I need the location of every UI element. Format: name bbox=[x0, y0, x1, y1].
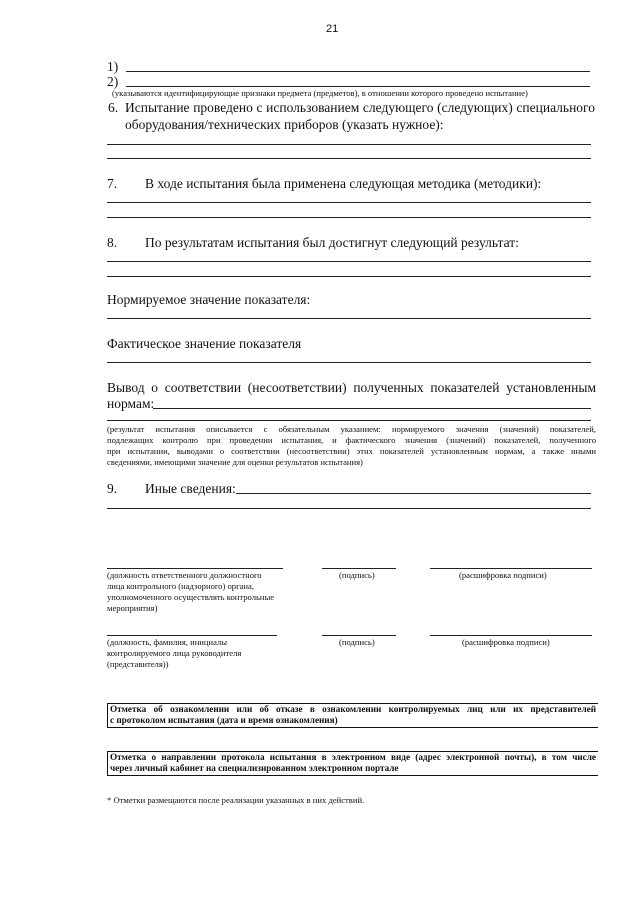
sec8-number: 8. bbox=[107, 235, 118, 250]
signature2-line[interactable] bbox=[322, 635, 396, 636]
decode1-line[interactable] bbox=[430, 568, 592, 569]
acquaintance-mark-box bbox=[107, 703, 598, 728]
sec6-field-1[interactable] bbox=[107, 144, 591, 145]
item-2-label: 2) bbox=[107, 74, 119, 89]
sending-mark-box bbox=[107, 751, 598, 776]
official-position-line[interactable] bbox=[107, 568, 283, 569]
signature2-caption: (подпись) bbox=[339, 637, 375, 647]
sec9-text: Иные сведения: bbox=[145, 481, 236, 496]
decode1-caption: (расшифровка подписи) bbox=[459, 570, 547, 580]
sec9-number: 9. bbox=[107, 481, 118, 496]
item-1-label: 1) bbox=[107, 59, 119, 74]
signature1-caption: (подпись) bbox=[339, 570, 375, 580]
sec6-line2: оборудования/технических приборов (указать нужное): bbox=[125, 117, 444, 132]
item-2-field[interactable] bbox=[126, 86, 590, 87]
controlled-person-line[interactable] bbox=[107, 635, 277, 636]
footnote: * Отметки размещаются после реализации указанных в них действий. bbox=[107, 795, 365, 805]
item-1-field[interactable] bbox=[126, 71, 590, 72]
decode2-line[interactable] bbox=[430, 635, 592, 636]
conclusion-line2: нормам: bbox=[107, 396, 155, 411]
sec9-field-2[interactable] bbox=[107, 508, 591, 509]
identify-note: (указываются идентифицирующие признаки предмета (предметов), в отношении которого проведено испытание) bbox=[112, 88, 528, 98]
sec7-text: В ходе испытания была применена следующая методика (методики): bbox=[145, 176, 542, 191]
sec6-field-2[interactable] bbox=[107, 158, 591, 159]
result-note-line1: (результат испытания описывается с обязательным указанием: нормируемого значения (значений) показателей, bbox=[107, 424, 596, 434]
sec8-field-2[interactable] bbox=[107, 276, 591, 277]
result-note-line3: при испытании, выводами о соответствии (несоответствии) этих показателей установленным нормам, а также иными bbox=[107, 446, 596, 456]
normative-label: Нормируемое значение показателя: bbox=[107, 292, 311, 307]
sec7-field-2[interactable] bbox=[107, 217, 591, 218]
sec6-line1: Испытание проведено с использованием следующего (следующих) специального bbox=[125, 100, 595, 115]
signature1-line[interactable] bbox=[322, 568, 396, 569]
conclusion-field-2[interactable] bbox=[107, 420, 591, 421]
normative-field[interactable] bbox=[107, 318, 591, 319]
actual-label: Фактическое значение показателя bbox=[107, 336, 302, 351]
decode2-caption: (расшифровка подписи) bbox=[462, 637, 550, 647]
sec7-field-1[interactable] bbox=[107, 202, 591, 203]
acquaintance-mark-line1: Отметка об ознакомлении или об отказе в ознакомлении контролируемых лиц или их представителей bbox=[110, 704, 596, 714]
acquaintance-mark-line2: с протоколом испытания (дата и время ознакомления) bbox=[110, 715, 338, 725]
sec7-number: 7. bbox=[107, 176, 118, 191]
result-note-line4: сведениями, имеющими значение для оценки результатов испытания) bbox=[107, 457, 363, 467]
sec6-number: 6. bbox=[108, 100, 119, 115]
official-position-caption: (должность ответственного должностного лица контрольного (надзорного) органа, уполномоченного осуществлять контрольные мероприятия) bbox=[107, 570, 275, 613]
controlled-person-caption: (должность, фамилия, инициалы контролируемого лица руководителя (представителя)) bbox=[107, 637, 242, 669]
sec9-field-1[interactable] bbox=[236, 493, 591, 494]
sending-mark-line1: Отметка о направлении протокола испытания в электронном виде (адрес электронной почты), в том числе bbox=[110, 752, 596, 762]
sec8-text: По результатам испытания был достигнут следующий результат: bbox=[145, 235, 519, 250]
sec8-field-1[interactable] bbox=[107, 261, 591, 262]
conclusion-field-1[interactable] bbox=[153, 408, 591, 409]
actual-field[interactable] bbox=[107, 362, 591, 363]
result-note-line2: подлежащих контролю при проведении испытания, и фактического значения (значений) показателей, полученного bbox=[107, 435, 596, 445]
sending-mark-line2: через личный кабинет на специализированном электронном портале bbox=[110, 763, 399, 773]
page-number: 21 bbox=[326, 23, 339, 35]
conclusion-line1: Вывод о соответствии (несоответствии) полученных показателей установленным bbox=[107, 380, 596, 395]
